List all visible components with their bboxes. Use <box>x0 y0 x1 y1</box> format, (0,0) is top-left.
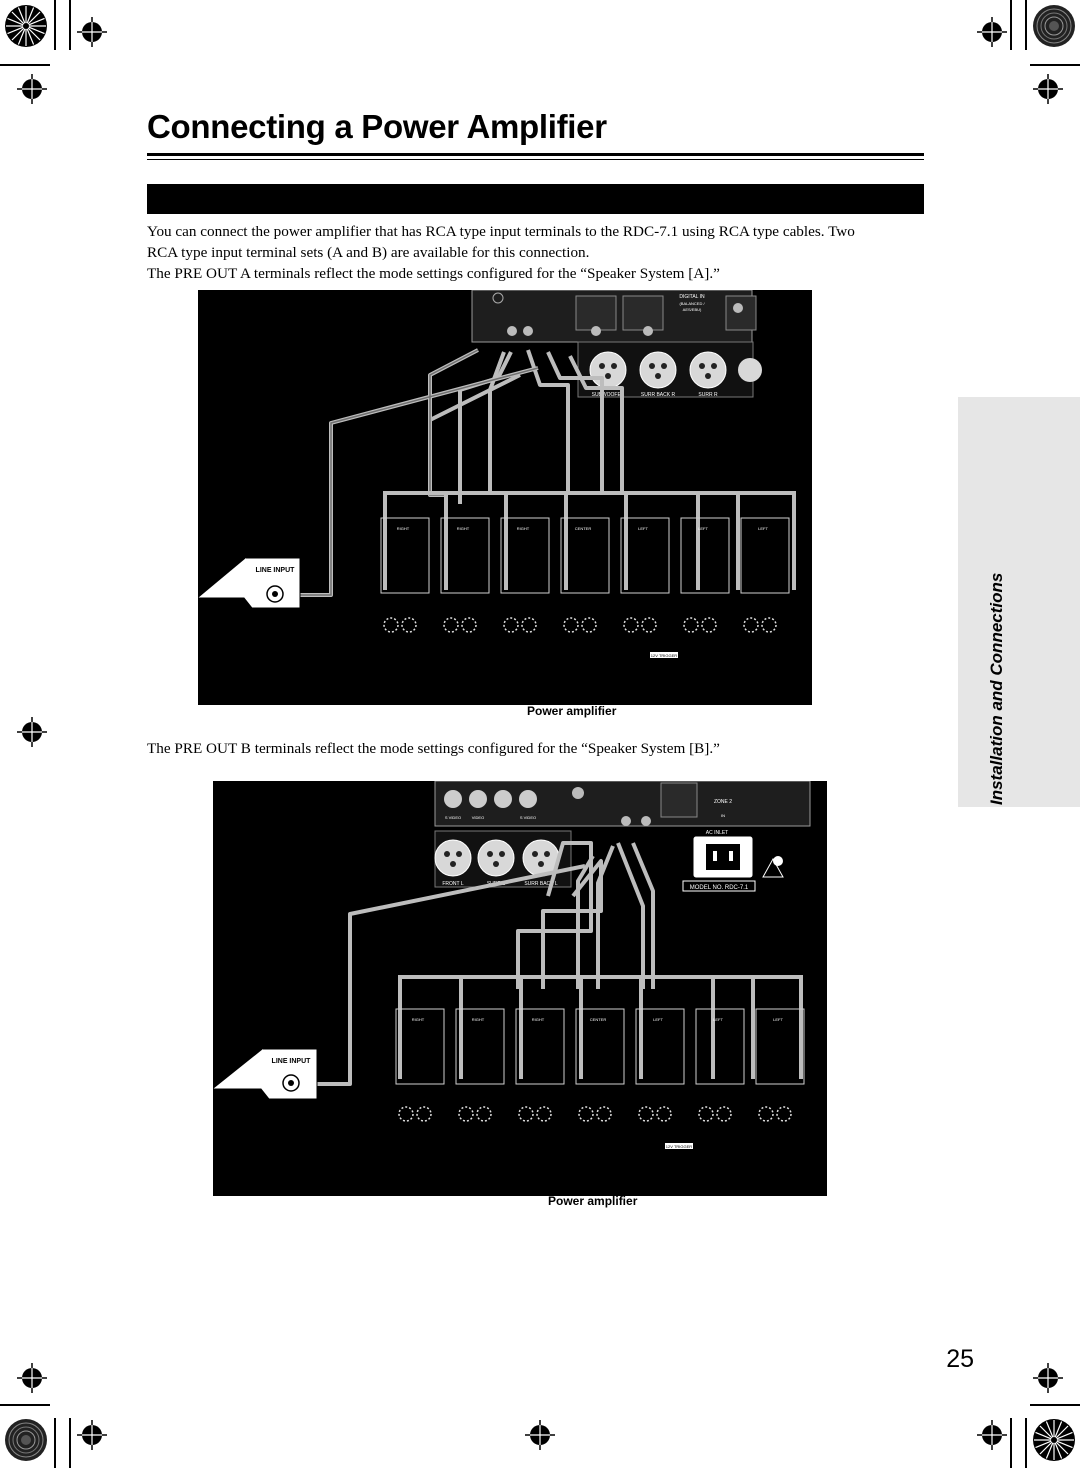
trigger-label: 12V TRIGGER <box>650 653 678 658</box>
registration-mark-icon <box>17 74 47 104</box>
intro-line-3: The PRE OUT A terminals reflect the mode settings configured for the “Speaker System [A].” <box>147 265 720 282</box>
page-number: 25 <box>946 1345 974 1373</box>
registration-mark-icon <box>525 1420 555 1450</box>
channel-label: LEFT <box>638 526 648 531</box>
channel-label: RIGHT <box>411 1017 425 1022</box>
registration-mark-icon <box>1033 74 1063 104</box>
digital-in-label: DIGITAL IN <box>679 294 705 300</box>
registration-target-icon <box>4 1418 48 1462</box>
ac-inlet-label: AC INLET <box>705 830 729 836</box>
xlr-jacks <box>435 831 571 887</box>
channel-label: LEFT <box>698 526 708 531</box>
side-tab <box>958 397 1080 807</box>
channel-label: RIGHT <box>456 526 470 531</box>
registration-mark-icon <box>77 1420 107 1450</box>
jack-label-surr-back-r: SURR BACK R <box>640 392 676 398</box>
registration-mark-icon <box>977 17 1007 47</box>
registration-mark-icon <box>17 1363 47 1393</box>
channel-label: LEFT <box>713 1017 723 1022</box>
registration-starburst-icon <box>4 4 48 48</box>
channel-label: LEFT <box>773 1017 783 1022</box>
jack-label-subwoofer: SUBWOOFER <box>591 392 625 398</box>
title-rule <box>147 153 924 156</box>
channel-label: RIGHT <box>471 1017 485 1022</box>
figure-b-caption: Power amplifier <box>548 1194 638 1208</box>
intro-line-1: You can connect the power amplifier that has RCA type input terminals to the RDC-7.1 using RCA type cables. Two <box>147 223 855 240</box>
channel-label: CENTER <box>589 1017 607 1022</box>
trigger-label: 12V TRIGGER <box>665 1144 693 1149</box>
video-label: VIDEO <box>471 815 485 820</box>
registration-mark-icon <box>977 1420 1007 1450</box>
figure-a-connection-diagram <box>198 290 812 705</box>
jack-label-surr-r: SURR R <box>698 392 718 398</box>
zone-label: ZONE 2 <box>713 799 733 805</box>
line-input-label: LINE INPUT <box>271 1058 311 1065</box>
registration-mark-icon <box>77 17 107 47</box>
channel-label: LEFT <box>653 1017 663 1022</box>
video-label: S VIDEO <box>444 815 462 820</box>
figure-b-connection-diagram <box>213 781 827 1196</box>
registration-mark-icon <box>17 717 47 747</box>
channel-label: RIGHT <box>516 526 530 531</box>
aes-label: AES/EBU) <box>682 307 702 312</box>
in-label: IN <box>721 813 725 818</box>
figure-a-caption: Power amplifier <box>527 704 617 718</box>
registration-mark-icon <box>1033 1363 1063 1393</box>
title-rule-thin <box>147 159 924 160</box>
balanced-label: (BALANCED / <box>679 301 705 306</box>
pre-out-b-text: The PRE OUT B terminals reflect the mode settings configured for the “Speaker System [B].” <box>147 740 720 757</box>
channel-label: LEFT <box>758 526 768 531</box>
side-tab-label: Installation and Connections <box>987 572 1006 805</box>
intro-line-2: RCA type input terminal sets (A and B) are available for this connection. <box>147 244 590 261</box>
model-label: MODEL NO. RDC-7.1 <box>689 885 749 891</box>
line-input-label: LINE INPUT <box>255 567 295 574</box>
page-title: Connecting a Power Amplifier <box>147 108 607 145</box>
channel-label: CENTER <box>574 526 592 531</box>
jack-label-surr-l: SURR L <box>486 881 506 887</box>
section-header-bar <box>147 184 924 214</box>
registration-target-icon <box>1032 4 1076 48</box>
jack-label-surr-back-l: SURR BACK L <box>524 881 558 887</box>
channel-label: RIGHT <box>396 526 410 531</box>
registration-starburst-icon <box>1032 1418 1076 1462</box>
video-label: S VIDEO <box>519 815 537 820</box>
channel-label: RIGHT <box>531 1017 545 1022</box>
jack-label-front-l: FRONT L <box>442 881 464 887</box>
